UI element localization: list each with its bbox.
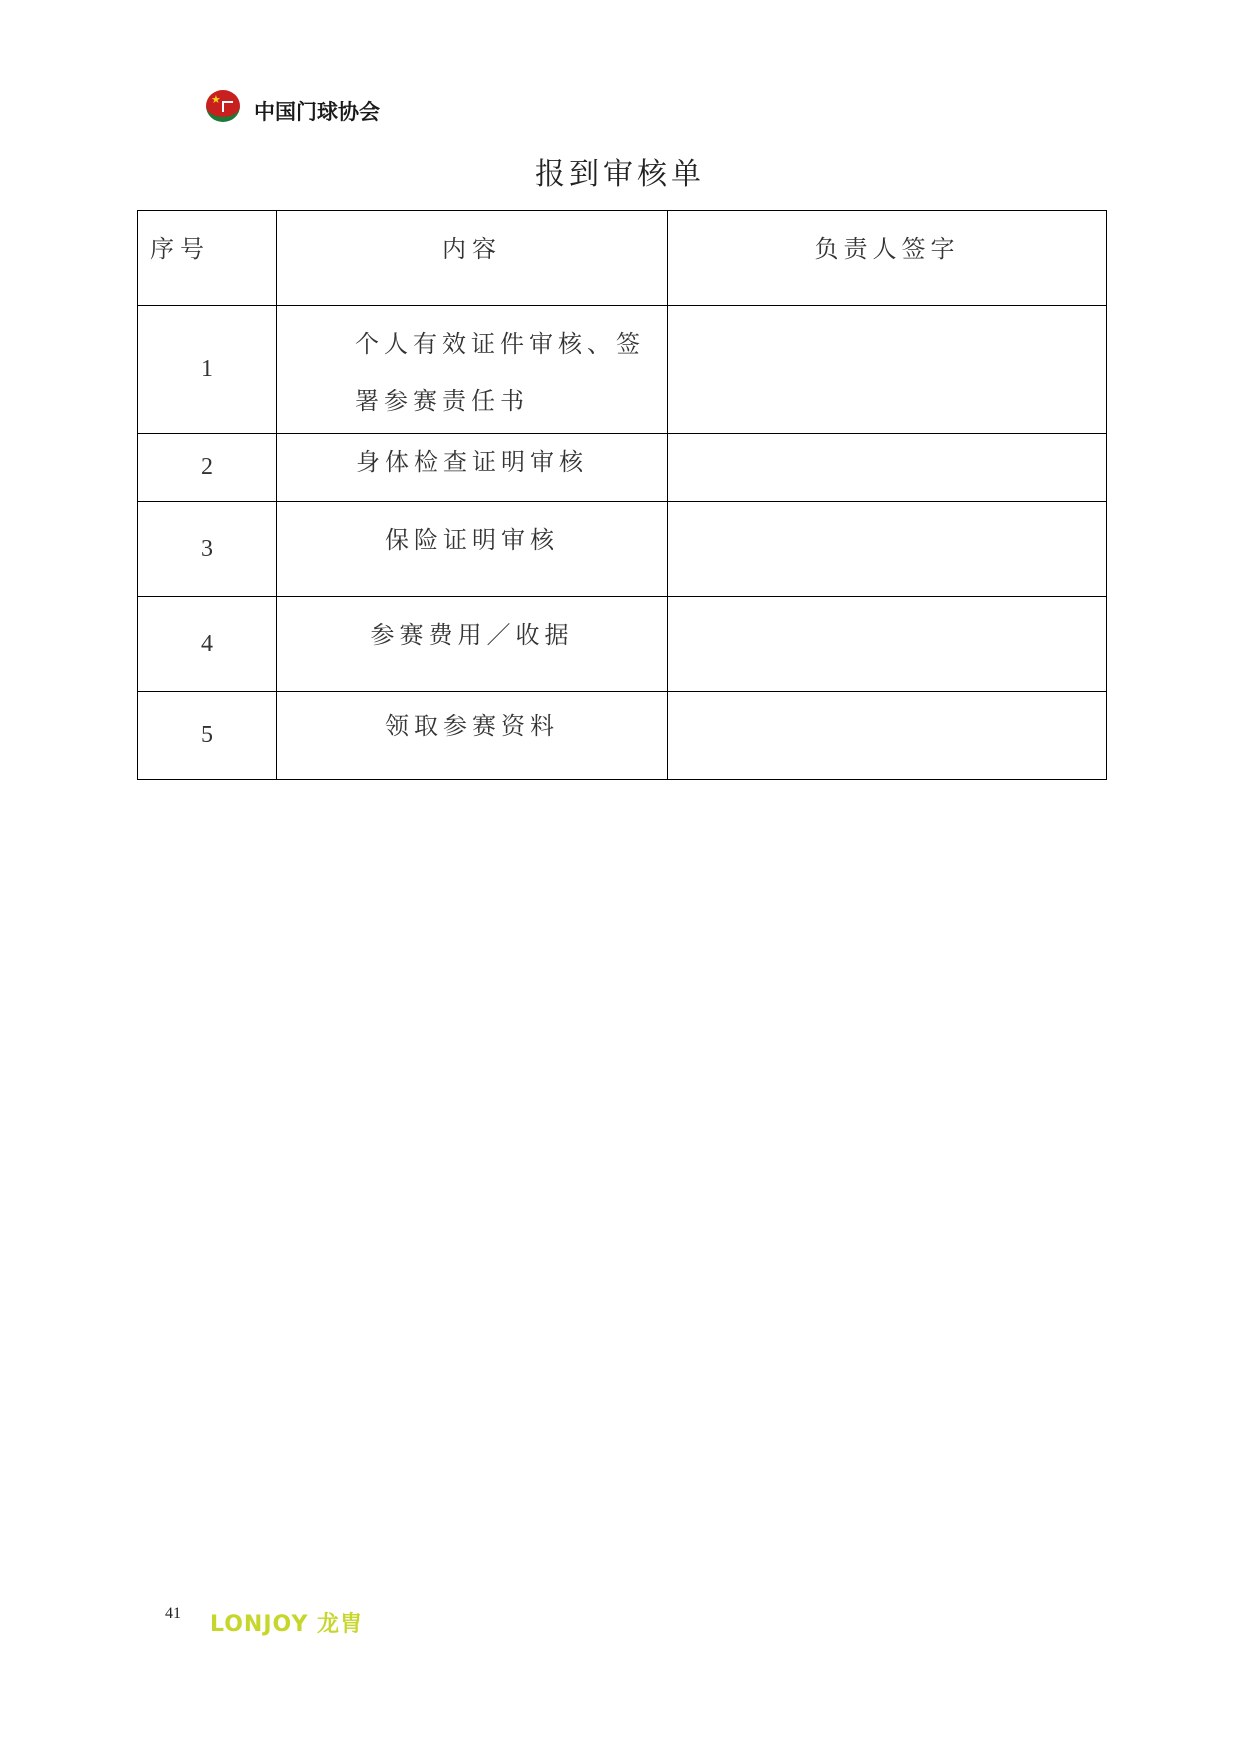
signature-cell[interactable] [668,597,1107,692]
table-row [138,502,1107,597]
table-row [138,692,1107,780]
signature-cell[interactable] [668,306,1107,434]
page-title: 报到审核单 [535,157,705,192]
row-content: 保险证明审核 [277,502,668,597]
row-seq: 4 [138,597,277,692]
page-number: 41 [165,1605,181,1622]
registration-review-table [137,210,1107,780]
signature-cell[interactable] [668,692,1107,780]
wicket-icon [222,101,233,112]
signature-cell[interactable] [668,502,1107,597]
association-logo [206,86,380,126]
signature-cell[interactable] [668,434,1107,502]
column-header-seq: 序号 [138,211,277,306]
row-content: 参赛费用／收据 [277,597,668,692]
column-header-content: 内容 [277,211,668,306]
gateball-emblem-icon [206,90,240,122]
table-header-row [138,211,1107,306]
row-seq: 5 [138,692,277,780]
row-content-line: 署参赛责任书 [355,387,529,415]
row-seq: 1 [138,306,277,434]
table-row [138,306,1107,434]
row-seq: 3 [138,502,277,597]
row-content: 身体检查证明审核 [277,434,668,502]
row-content: 领取参赛资料 [277,692,668,780]
table-row [138,597,1107,692]
row-content [277,306,668,434]
column-header-signature: 负责人签字 [668,211,1107,306]
row-seq: 2 [138,434,277,502]
star-icon: ★ [211,93,221,106]
organization-name: 中国门球协会 [254,100,380,124]
table-row [138,434,1107,502]
row-content-line: 个人有效证件审核、签 [355,330,645,358]
footer-brand-logo: LONJOY 龙胄 [210,1612,364,1637]
